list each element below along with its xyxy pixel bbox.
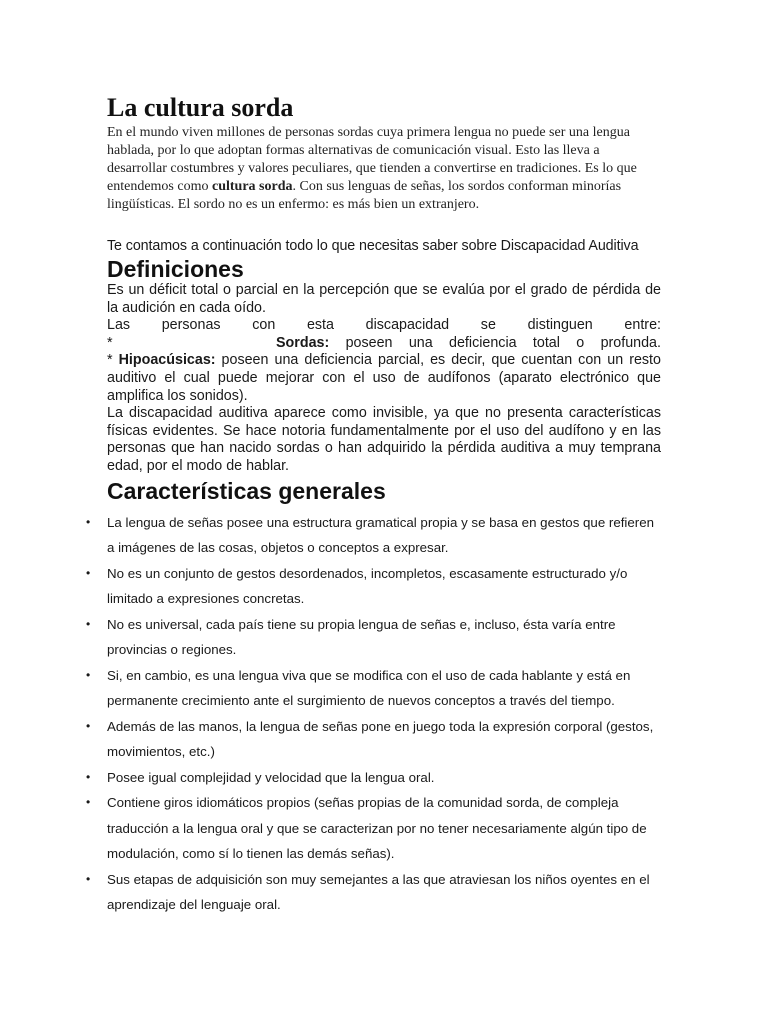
list-item-text: Si, en cambio, es una lengua viva que se modifica con el uso de cada hablante y está en permanente crecimiento ante el surgimiento de nuevos conceptos a través del tiempo. — [107, 667, 631, 709]
list-item-text: Sus etapas de adquisición son muy semejantes a las que atraviesan los niños oyentes en el aprendizaje del lenguaje oral. — [107, 871, 650, 913]
type-sordas-prefix: * — [107, 334, 113, 351]
list-item — [86, 765, 661, 791]
bullet-icon: • — [86, 769, 91, 784]
list-item — [86, 790, 661, 867]
list-item-text: Contiene giros idiomáticos propios (señas propias de la comunidad sorda, de compleja traducción a la lengua oral y que se caracterizan por no tener necesariamente algún tipo de modulación, como sí lo tienen las demás señas). — [107, 795, 647, 862]
type-hipoacusicas-line — [107, 352, 661, 405]
intro-bold-term: cultura sorda — [211, 179, 293, 194]
invisible-disability-paragraph: La discapacidad auditiva aparece como invisible, ya que no presenta características físicas evidentes. Se hace notoria fundamentalmente por el uso del audífono y en las personas que han nacido sordas o han adquirido la pérdida auditiva a muy temprana edad, por el modo de hablar. — [107, 405, 661, 474]
bullet-icon: • — [86, 667, 91, 682]
type-sordas-label: Sordas: — [276, 334, 330, 351]
list-item-text: Además de las manos, la lengua de señas pone en juego toda la expresión corporal (gestos, movimientos, etc.) — [107, 718, 654, 760]
intro-paragraph — [107, 124, 661, 214]
list-item — [86, 612, 661, 663]
lead-paragraph: Te contamos a continuación todo lo que necesitas saber sobre Discapacidad Auditiva — [107, 238, 639, 254]
bullet-icon: • — [86, 565, 91, 580]
list-item — [86, 510, 661, 561]
types-intro-line: Las personas con esta discapacidad se distinguen entre: — [107, 317, 661, 334]
type-hipo-prefix: * — [107, 352, 119, 369]
document-page — [86, 92, 661, 918]
type-sordas-line — [107, 335, 661, 353]
list-item-text: Posee igual complejidad y velocidad que la lengua oral. — [107, 769, 435, 785]
characteristics-list — [86, 510, 661, 918]
bullet-icon: • — [86, 514, 91, 529]
list-item-text: La lengua de señas posee una estructura gramatical propia y se basa en gestos que refieren a imágenes de las cosas, objetos o conceptos a expresar. — [107, 514, 655, 556]
type-hipo-text: poseen una deficiencia parcial, es decir, que cuentan con un resto auditivo el cual puede mejorar con el uso de audífonos (aparato electrónico que amplifica los sonidos). — [107, 352, 661, 404]
intro-text-start: En el mundo viven millones de personas sordas cuya primera lengua no puede ser una lengua hablada, por lo que adoptan formas alternativas de comunicación visual. Esto las lleva a desarrollar costumbres y valores peculiares, que tienden a convertirse en tradiciones. Es lo que entendemos como — [107, 125, 637, 194]
list-item-text: No es un conjunto de gestos desordenados, incompletos, escasamente estructurado y/o limitado a expresiones concretas. — [107, 565, 628, 607]
section-heading-caracteristicas: Características generales — [107, 477, 386, 504]
section-heading-definiciones: Definiciones — [107, 256, 244, 282]
definition-paragraph: Es un déficit total o parcial en la percepción que se evalúa por el grado de pérdida de la audición en cada oído. — [107, 282, 661, 316]
list-item — [86, 561, 661, 612]
type-sordas-text: poseen una deficiencia total o profunda. — [329, 334, 661, 351]
list-item-text: No es universal, cada país tiene su propia lengua de señas e, incluso, ésta varía entre provincias o regiones. — [107, 616, 616, 658]
intro-text-end: . Con sus lenguas de señas, los sordos conforman minorías lingüísticas. El sordo no es un enfermo: es más bien un extranjero. — [107, 179, 622, 212]
bullet-icon: • — [86, 616, 91, 631]
list-item — [86, 714, 661, 765]
list-item — [86, 867, 661, 918]
type-hipo-label: Hipoacúsicas: — [118, 352, 216, 369]
bullet-icon: • — [86, 718, 91, 733]
page-title: La cultura sorda — [107, 93, 294, 122]
bullet-icon: • — [86, 871, 91, 886]
bullet-icon: • — [86, 795, 91, 810]
list-item — [86, 663, 661, 714]
